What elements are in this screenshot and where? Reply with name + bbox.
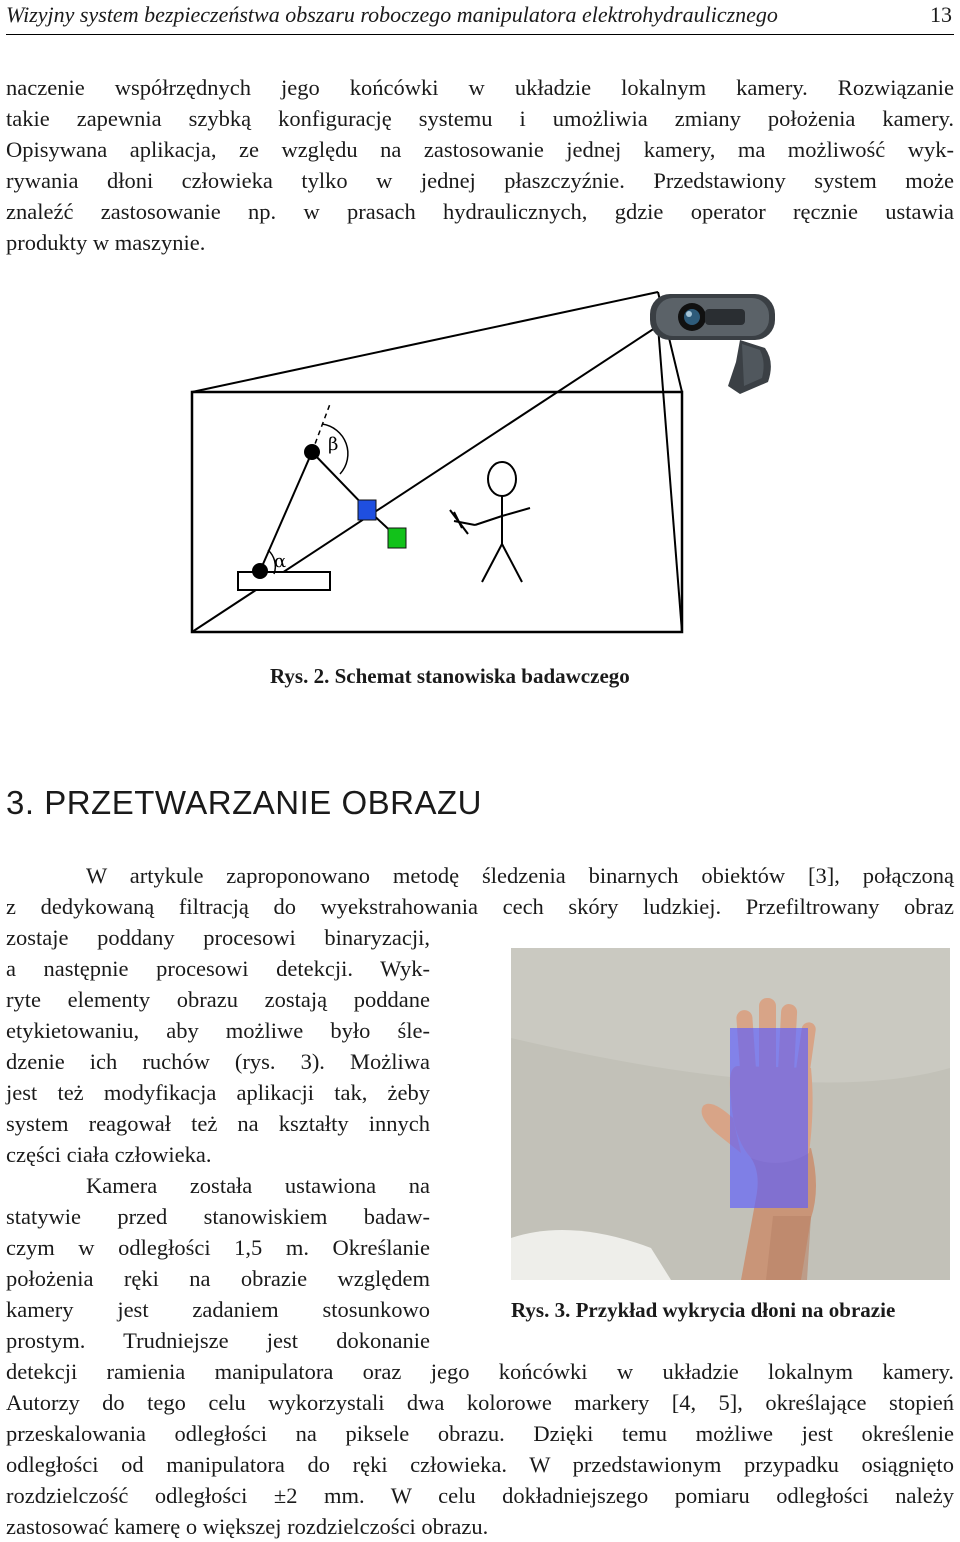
text-line: produkty w maszynie.	[6, 230, 206, 255]
text-line: części ciała człowieka.	[6, 1142, 212, 1167]
detection-overlay	[730, 1028, 808, 1208]
text-line: przeskalowania odległości na piksele obrazu. Dzięki temu możliwe jest określenie	[6, 1421, 954, 1446]
text-line: dzenie ich ruchów (rys. 3). Możliwa	[6, 1049, 430, 1074]
text-line: z dedykowaną filtracją do wyekstrahowania cech skóry ludzkiej. Przefiltrowany obraz	[6, 894, 954, 919]
intro-paragraph	[6, 72, 954, 258]
text-line: detekcji ramienia manipulatora oraz jego końcówki w układzie lokalnym kamery.	[6, 1359, 954, 1384]
text-line: jest też modyfikacja aplikacji tak, żeby	[6, 1080, 430, 1105]
hand-detection-illustration	[511, 948, 950, 1280]
text-line: naczenie współrzędnych jego końcówki w układzie lokalnym kamery. Rozwiązanie	[6, 75, 954, 100]
green-marker	[388, 528, 406, 548]
page-number: 13	[930, 2, 952, 27]
blue-marker	[358, 500, 376, 520]
text-line: rozdzielczość odległości ±2 mm. W celu dokładniejszego pomiaru odległości należy	[6, 1483, 954, 1508]
running-title: Wizyjny system bezpieczeństwa obszaru roboczego manipulatora elektrohydraulicznego	[6, 2, 778, 27]
section-heading: 3. PRZETWARZANIE OBRAZU	[6, 784, 482, 821]
frustum-line	[658, 326, 682, 632]
frustum-line	[192, 292, 658, 392]
body-paragraph-tail	[6, 1356, 954, 1542]
text-line: odległości od manipulatora do ręki człowieka. W przedstawionym przypadku osiągnięto	[6, 1452, 954, 1477]
text-line: rywania dłoni człowieka tylko w jednej płaszczyźnie. Przedstawiony system może	[6, 168, 954, 193]
text-line: zostaje poddany procesowi binaryzacji,	[6, 925, 430, 950]
text-line: takie zapewnia szybką konfigurację systemu i umożliwia zmiany położenia kamery.	[6, 106, 954, 131]
beta-label: β	[328, 434, 339, 455]
text-line: Kamera została ustawiona na	[86, 1173, 430, 1198]
figure3-caption: Rys. 3. Przykład wykrycia dłoni na obrazie	[511, 1298, 896, 1322]
text-line: prostym. Trudniejsze jest dokonanie	[6, 1328, 430, 1353]
figure2-caption: Rys. 2. Schemat stanowiska badawczego	[270, 664, 630, 688]
text-line: system reagował też na kształty innych	[6, 1111, 430, 1136]
body-paragraph-start	[6, 860, 954, 922]
test-stand-diagram	[180, 282, 780, 642]
text-line: Opisywana aplikacja, ze względu na zastosowanie jednej kamery, ma możliwość wyk-	[6, 137, 954, 162]
text-line: ryte elementy obrazu zostają poddane	[6, 987, 430, 1012]
text-line: kamery jest zadaniem stosunkowo	[6, 1297, 430, 1322]
text-line: Autorzy do tego celu wykorzystali dwa kolorowe markery [4, 5], określające stopień	[6, 1390, 954, 1415]
person-figure	[450, 462, 530, 582]
manipulator-base	[238, 572, 330, 590]
body-narrow-column	[6, 922, 430, 1356]
alpha-label: α	[274, 551, 287, 572]
joint-elbow	[304, 444, 320, 460]
joint-base	[252, 563, 268, 579]
text-line: znaleźć zastosowanie np. w prasach hydraulicznych, gdzie operator ręcznie ustawia	[6, 199, 954, 224]
running-header	[6, 0, 954, 35]
text-line: a następnie procesowi detekcji. Wyk-	[6, 956, 430, 981]
text-line: W artykule zaproponowano metodę śledzenia binarnych obiektów [3], połączoną	[86, 863, 954, 888]
text-line: statywie przed stanowiskiem badaw-	[6, 1204, 430, 1229]
text-line: czym w odległości 1,5 m. Określanie	[6, 1235, 430, 1260]
image-plane-rectangle	[192, 392, 682, 632]
webcam-icon	[650, 294, 775, 394]
text-line: etykietowaniu, aby możliwe było śle-	[6, 1018, 430, 1043]
hand-detection-photo	[511, 948, 950, 1280]
text-line: położenia ręki na obrazie względem	[6, 1266, 430, 1291]
text-line: zastosować kamerę o większej rozdzielczości obrazu.	[6, 1514, 489, 1539]
